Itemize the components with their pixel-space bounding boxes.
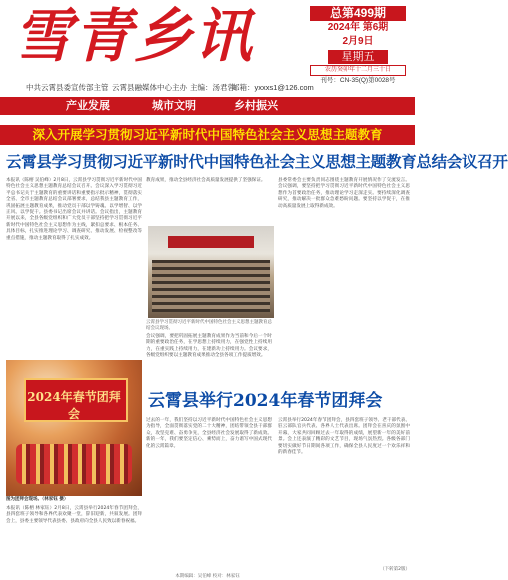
lead-article-column-4: 县委常委会主要负责同志围绕主题教育开展情况作了交流发言。会议强调，要坚持把学习贯彻习近平新时代中国特色社会主义思想作为首要政治任务，推动理论学习走深走实。要持续深化调查研究，推动解决一批群众急难愁盼问题。要坚持以学促干，在推动高质量发展上取得新成效。 — [278, 178, 410, 209]
festival-article-column-3: 云霄县举行2024年春节团拜会，县四套班子领导、老干部代表、驻云部队官兵代表、各界人士代表出席。团拜会在喜庆的氛围中开幕，大家共同回顾过去一年取得的成绩，展望新一年的美好前景。会上还表演了精彩的文艺节目，现场气氛热烈。各级各部门要切实做好节日期间各项工作，确保全县人民度过一个欢乐祥和的新春佳节。 — [278, 418, 410, 456]
editor-text: 主编：汤君蓉 — [190, 83, 235, 92]
lead-article-title: 云霄县学习贯彻习近平新时代中国特色社会主义思想主题教育总结会议召开 — [6, 152, 508, 171]
lead-article-column-1: 本报讯（陈榕 吴伯峰）2月8日，云霄县学习贯彻习近平新时代中国特色社会主义思想主题教育总结会议召开。会议深入学习贯彻习近平总书记关于主题教育的重要讲话和重要指示批示精神，贯彻落实全省、全市主题教育总结会议部署要求，总结我县主题教育工作，巩固拓展主题教育成果，推动党员干部以学铸魂、以学增智、以学正风、以学促干。县委书记出席会议并讲话。会议指出，主题教育开展以来，全县各级党组织和广大党员干部坚持把学习贯彻习近平新时代中国特色社会主义思想作为主线，紧扣总要求、根本任务、具体目标，扎实推进理论学习、调查研究、推动发展、检视整改等重点措施，推动主题教育取得了扎实成效。 — [6, 178, 142, 241]
lead-article-column-2: 教育成果，推动全县经济社会高质量发展提供了坚强保证。 — [146, 178, 266, 183]
meeting-photo — [148, 226, 274, 318]
issue-total: 总第499期 — [310, 6, 406, 21]
footer-credit: 本期编辑：吴伯峰 校对：林家钰 — [175, 574, 240, 579]
festival-performers — [16, 444, 132, 484]
newspaper-title: 雪青乡讯 — [14, 2, 255, 70]
festival-article-column-1: 本报讯（陈榕 林家钰）2月8日，云霄县举行2024年春节团拜会，县四套班子领导和各界代表欢聚一堂，辞旧迎新，共叙发展。团拜会上，县委主要领导代表县委、县政府向全县人民致以新春祝福。 — [6, 506, 142, 524]
festival-photo — [6, 360, 142, 496]
email-text: 邮箱：yxxxs1@126.com — [232, 83, 314, 92]
nav-item-rural: 乡村振兴 — [234, 99, 278, 112]
continued-note: （下转第2版） — [380, 567, 410, 572]
masthead — [0, 0, 415, 95]
meeting-audience — [152, 260, 270, 312]
meeting-stage-banner — [168, 236, 254, 248]
issue-info-box — [310, 6, 406, 92]
festival-stage-text: 2024年春节团拜会 — [27, 390, 121, 421]
section-nav-bar — [0, 97, 415, 115]
issue-lunar-date: 农历癸卯年十二月三十日 — [310, 65, 406, 76]
nav-item-civilization: 城市文明 — [152, 99, 196, 112]
issue-weekday: 星期五 — [328, 50, 388, 64]
issue-cn-code: 刊号：CN-35(Q)第0028号 — [320, 77, 396, 84]
festival-article-title: 云霄县举行2024年春节团拜会 — [148, 391, 383, 411]
festival-article-column-2: 过去的一年，我们坚持以习近平新时代中国特色社会主义思想为指导，全面贯彻落实党的二十大精神，团结带领全县干部群众，攻坚克难、奋勇争先，全县经济社会发展取得了新成效。新的一年，我们要坚定信心、乘势而上，奋力谱写中国式现代化的云霄篇章。 — [146, 418, 272, 449]
nav-item-industry: 产业发展 — [66, 99, 110, 112]
sponsor-text: 中共云霄县委宣传部主管 — [26, 83, 109, 92]
lead-article-column-3: 会议强调，要把巩固拓展主题教育成果作为当前和今后一个时期的重要政治任务，在学思想上持续用力，在强党性上持续用力，在重实践上持续用力，在建新功上持续用力。会议要求，各级党组织要以主题教育成果推动全县各项工作提质增效。 — [146, 334, 272, 359]
meeting-photo-caption: 云霄县学习贯彻习近平新时代中国特色社会主义思想主题教育总结会议现场。 — [146, 320, 272, 331]
headline-banner: 深入开展学习贯彻习近平新时代中国特色社会主义思想主题教育 — [0, 125, 415, 145]
sponsor-row — [0, 81, 415, 95]
issue-year-number: 2024年 第6期 — [327, 22, 389, 33]
publisher-text: 云霄县融媒体中心主办 — [112, 83, 187, 92]
issue-date: 2月9日 — [342, 36, 374, 47]
festival-photo-caption: 图为团拜会现场。（林家钰 摄） — [6, 497, 69, 502]
